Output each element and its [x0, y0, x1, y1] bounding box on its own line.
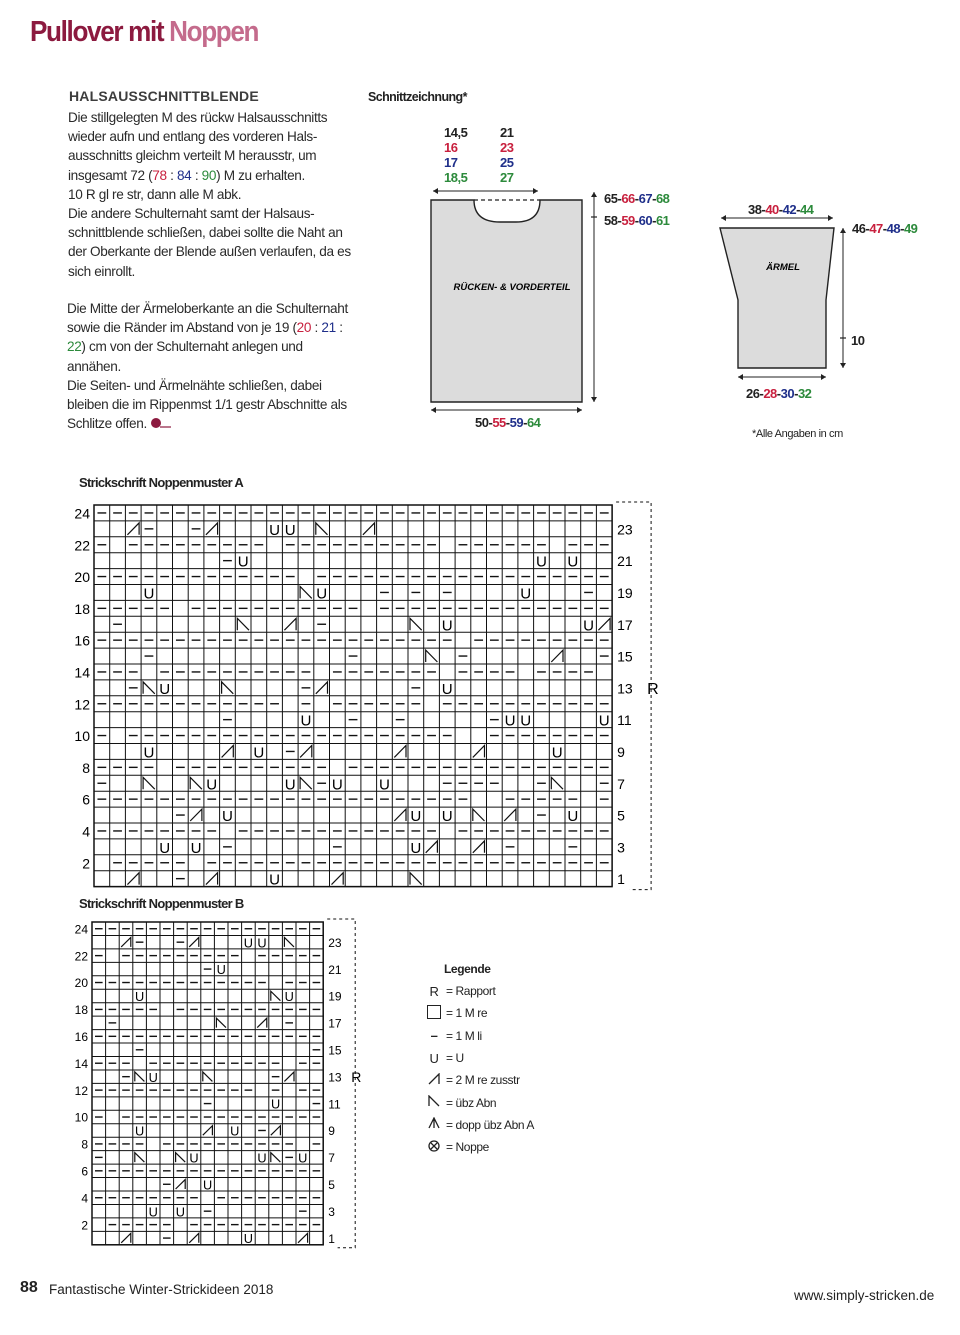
row-number-right: 23: [617, 521, 633, 538]
row-number-right: 9: [617, 744, 625, 761]
section-heading: HALSAUSSCHNITTBLENDE: [69, 88, 259, 104]
yarn-over-icon: U: [429, 1050, 439, 1066]
yarn-over-mark: U: [269, 871, 281, 889]
row-number-left: 22: [74, 537, 90, 554]
yarn-over-mark: U: [520, 712, 532, 730]
yarn-over-mark: U: [284, 989, 294, 1005]
yarn-over-mark: U: [269, 521, 281, 539]
sleeve-bottom-measure: 26-28-30-32: [746, 386, 812, 401]
row-number-right: 15: [617, 648, 633, 665]
yarn-over-mark: U: [134, 1123, 145, 1139]
row-number-left: 12: [74, 696, 90, 713]
yarn-over-mark: U: [410, 808, 422, 826]
yarn-over-mark: U: [535, 553, 547, 571]
yarn-over-mark: U: [216, 962, 226, 978]
row-number-right: 19: [617, 585, 633, 602]
row-number-right: 1: [328, 1231, 335, 1246]
yarn-over-mark: U: [221, 808, 233, 826]
k2tog-mark: [176, 1180, 186, 1189]
row-number-left: 20: [74, 976, 88, 991]
body-armhole-measure: 58-59-60-61: [604, 213, 670, 228]
row-number-right: 17: [328, 1016, 342, 1031]
yarn-over-mark: U: [300, 712, 312, 730]
sleeve-cuff-measure: 10: [851, 333, 865, 348]
purl-dash-icon: –: [430, 1028, 438, 1044]
neck-left-measures: 14,5 16 17 18,5: [444, 125, 468, 185]
row-number-right: 13: [617, 680, 633, 697]
yarn-over-mark: U: [257, 1150, 267, 1166]
yarn-over-mark: U: [441, 808, 453, 826]
ssk-mark: [135, 1153, 145, 1162]
legend-item: = Noppe: [424, 1136, 534, 1158]
yarn-over-mark: U: [270, 1096, 281, 1112]
yarn-over-mark: U: [598, 712, 610, 730]
row-number-right: 17: [617, 616, 633, 633]
row-number-right: 3: [328, 1204, 335, 1219]
yarn-over-mark: U: [206, 776, 218, 794]
row-number-left: 6: [81, 1164, 88, 1179]
k2tog-mark: [121, 1233, 131, 1242]
instruction-paragraph: Die stillgelegten M des rückw Halsausschnitts wieder aufn und entlang des vorderen Halsausschnitts gleichm verteilt M herausstr, um insgesamt 72 (78 : 84 : 90) M zu erhalten.: [68, 110, 328, 183]
yarn-over-mark: U: [253, 744, 265, 762]
k2tog-mark: [189, 1233, 199, 1242]
row-number-right: 3: [617, 839, 625, 856]
instruction-paragraph: Die Mitte der Ärmeloberkante an die Schulternaht sowie die Ränder im Abstand von je 19 (20 : 21 : 22) cm von der Schulternaht anlegen und annähen.: [67, 301, 348, 374]
row-number-right: 23: [328, 935, 342, 950]
yarn-over-mark: U: [190, 839, 202, 857]
row-number-left: 24: [74, 505, 90, 522]
row-number-left: 22: [74, 949, 88, 964]
legend-heading: Legende: [444, 962, 491, 976]
row-number-right: 21: [328, 962, 342, 977]
yarn-over-mark: U: [298, 1150, 308, 1166]
k2tog-icon: [428, 1073, 440, 1085]
row-number-right: 19: [328, 989, 342, 1004]
row-number-left: 16: [74, 632, 90, 649]
row-number-left: 8: [82, 759, 90, 776]
yarn-over-mark: U: [316, 585, 328, 603]
row-number-left: 18: [74, 600, 90, 617]
yarn-over-mark: U: [243, 1231, 254, 1247]
row-number-left: 2: [82, 855, 90, 872]
yarn-over-mark: U: [378, 776, 390, 794]
yarn-over-mark: U: [284, 521, 296, 539]
sleeve-height-measure: 46-47-48-49: [852, 221, 918, 236]
yarn-over-mark: U: [189, 1150, 199, 1166]
k2tog-mark: [298, 1233, 308, 1242]
yarn-over-mark: U: [175, 1204, 186, 1220]
ssk-mark: [216, 1018, 226, 1027]
instruction-paragraph: Die Seiten- und Ärmelnähte schließen, dabei bleiben die im Rippenmst 1/1 gestr Abschnitte als Schlitze offen.: [67, 377, 347, 432]
k2tog-mark: [121, 937, 131, 946]
legend: [424, 962, 534, 1158]
row-number-left: 8: [81, 1137, 88, 1152]
bobble-icon: [428, 1140, 440, 1152]
ssk-mark: [271, 991, 281, 1000]
yarn-over-mark: U: [143, 744, 155, 762]
repeat-label: R: [647, 680, 659, 698]
chart-a-heading: Strickschrift Noppenmuster A: [79, 475, 244, 490]
legend-item: = übz Abn: [424, 1091, 534, 1113]
legend-item: = 2 M re zusstr: [424, 1069, 534, 1091]
yarn-over-mark: U: [159, 839, 171, 857]
yarn-over-mark: U: [331, 776, 343, 794]
yarn-over-mark: U: [257, 935, 267, 951]
yarn-over-mark: U: [504, 712, 516, 730]
k2tog-mark: [257, 1018, 267, 1027]
yarn-over-mark: U: [441, 617, 453, 635]
legend-item: U = U: [424, 1047, 534, 1069]
yarn-over-mark: U: [230, 1123, 240, 1139]
row-number-left: 10: [74, 1110, 88, 1125]
row-number-left: 14: [74, 1056, 88, 1071]
ssk-mark: [176, 1153, 186, 1162]
row-number-right: 13: [328, 1070, 342, 1085]
yarn-over-mark: U: [567, 553, 579, 571]
ssk-mark: [203, 1072, 213, 1081]
page-title: Pullover mit Noppen: [30, 16, 259, 48]
yarn-over-mark: U: [202, 1177, 213, 1193]
row-number-right: 11: [617, 712, 632, 729]
row-number-right: 21: [617, 553, 633, 570]
schematic-heading: Schnittzeichnung*: [368, 90, 467, 104]
row-number-left: 24: [74, 922, 88, 937]
row-number-left: 4: [81, 1191, 88, 1206]
row-number-right: 7: [328, 1151, 335, 1166]
yarn-over-mark: U: [159, 680, 171, 698]
legend-item: – = 1 M li: [424, 1025, 534, 1047]
k2tog-mark: [203, 1126, 213, 1135]
yarn-over-mark: U: [567, 808, 579, 826]
yarn-over-mark: U: [237, 553, 249, 571]
double-decrease-icon: [428, 1117, 440, 1129]
yarn-over-mark: U: [134, 989, 145, 1005]
row-number-right: 7: [617, 775, 625, 792]
body-height-measure: 65-66-67-68: [604, 191, 670, 206]
sleeve-label: ÄRMEL: [766, 262, 800, 273]
k2tog-mark: [284, 1072, 294, 1081]
ssk-mark: [284, 937, 294, 946]
ssk-mark: [135, 1072, 145, 1081]
sleeve-top-measure: 38-40-42-44: [748, 202, 814, 217]
row-number-left: 4: [82, 823, 90, 840]
yarn-over-mark: U: [148, 1069, 158, 1085]
row-number-left: 20: [74, 569, 90, 586]
yarn-over-mark: U: [441, 680, 453, 698]
legend-item: R = Rapport: [424, 980, 534, 1002]
row-number-right: 5: [617, 807, 625, 824]
yarn-over-mark: U: [410, 839, 422, 857]
row-number-left: 12: [74, 1083, 88, 1098]
neck-right-measures: 21 23 25 27: [500, 125, 514, 185]
repeat-icon: R: [429, 983, 439, 999]
yarn-over-mark: U: [243, 935, 254, 951]
row-number-left: 18: [74, 1003, 88, 1018]
yarn-over-mark: U: [520, 585, 532, 603]
row-number-left: 6: [82, 791, 90, 808]
k2tog-mark: [271, 1126, 281, 1135]
ssk-mark: [271, 1153, 281, 1162]
row-number-left: 2: [81, 1218, 88, 1233]
yarn-over-mark: U: [551, 744, 563, 762]
yarn-over-mark: U: [148, 1204, 158, 1220]
row-number-right: 11: [328, 1097, 341, 1112]
row-number-right: 5: [328, 1177, 335, 1192]
yarn-over-mark: U: [583, 617, 595, 635]
legend-item: = 1 M re: [424, 1002, 534, 1024]
k2tog-mark: [189, 937, 199, 946]
row-number-right: 1: [617, 871, 625, 888]
row-number-left: 16: [74, 1030, 88, 1045]
instruction-paragraph: 10 R gl re str, dann alle M abk.: [68, 186, 242, 202]
row-number-left: 10: [74, 728, 90, 745]
chart-b-heading: Strickschrift Noppenmuster B: [79, 896, 244, 911]
legend-item: = dopp übz Abn A: [424, 1114, 534, 1136]
row-number-left: 14: [74, 664, 90, 681]
ssk-icon: [428, 1095, 440, 1107]
row-number-right: 15: [328, 1043, 342, 1058]
body-width-measure: 50-55-59-64: [475, 415, 541, 430]
footnote: *Alle Angaben in cm: [752, 428, 843, 440]
repeat-label: R: [351, 1068, 362, 1085]
yarn-over-mark: U: [284, 776, 296, 794]
page-number: 88: [20, 1279, 38, 1296]
magazine-title: Fantastische Winter-Strickideen 2018: [49, 1282, 274, 1297]
instruction-paragraph: Die andere Schulternaht samt der Halsausschnittblende schließen, dabei sollte die Naht an der Oberkante der Blende außen verlaufen, da es sich einrollt.: [68, 206, 351, 279]
row-number-right: 9: [328, 1124, 335, 1139]
body-label: RÜCKEN- & VORDERTEIL: [453, 282, 571, 293]
yarn-over-mark: U: [143, 585, 155, 603]
knit-square-icon: [427, 1005, 441, 1019]
website-url: www.simply-stricken.de: [794, 1288, 935, 1303]
